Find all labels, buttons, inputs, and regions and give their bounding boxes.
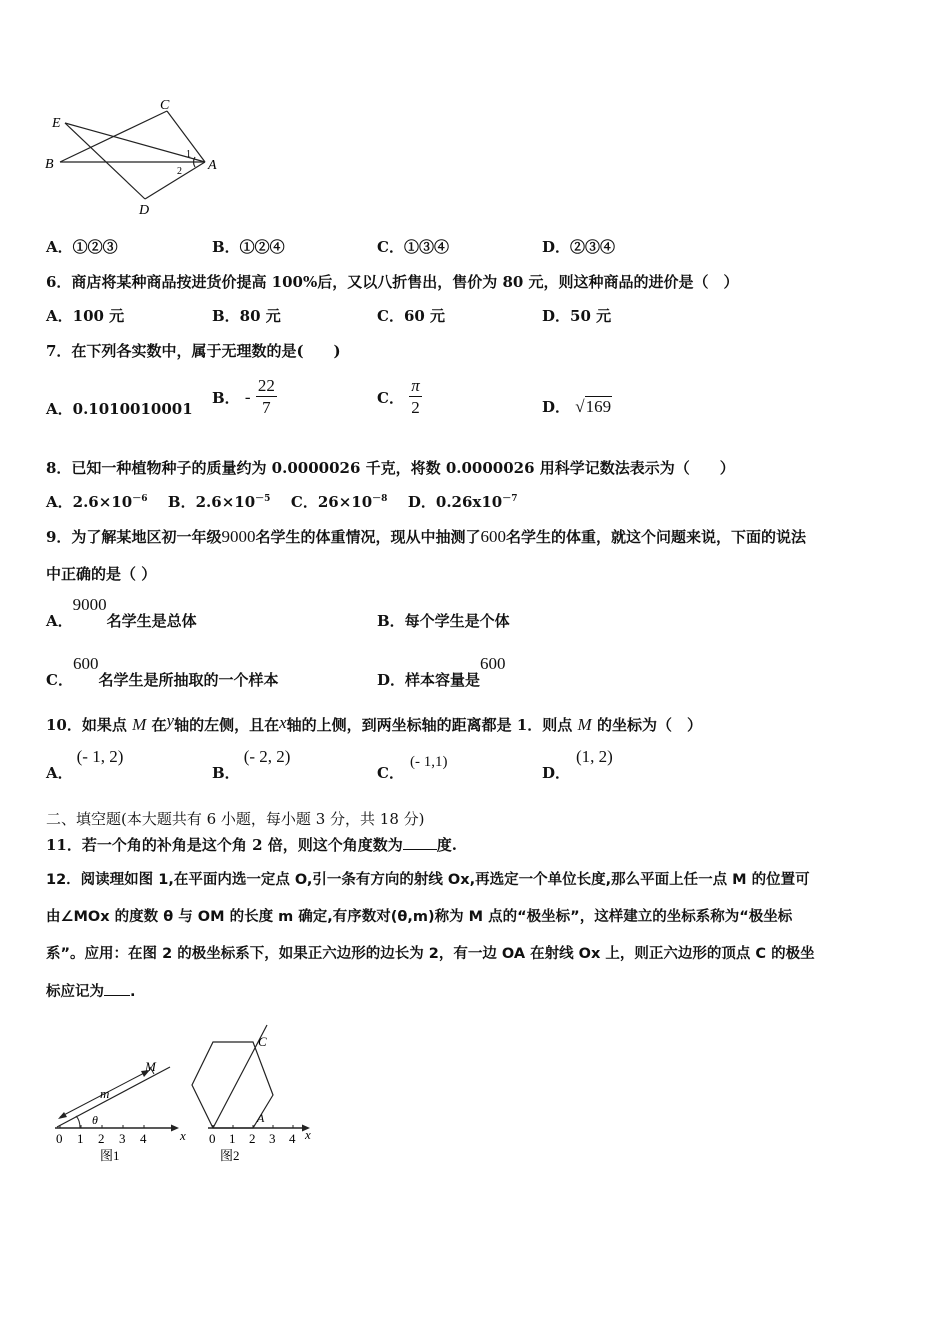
q10-text-part4: 轴的上侧，到两坐标轴的距离都是 1．则点 <box>286 716 573 734</box>
q12-answer-blank[interactable] <box>104 981 130 996</box>
fig2-label-A: A <box>257 1111 265 1125</box>
q10-option-a-label: A． <box>46 764 73 782</box>
q5-geometry-figure <box>40 95 230 220</box>
q12-text-line4 <box>46 980 136 1001</box>
q6-option-d[interactable]: D．50 元 <box>542 307 612 325</box>
q5-option-d[interactable]: D．②③④ <box>542 238 616 256</box>
fig1-axis-arrow <box>171 1125 179 1132</box>
q7-option-b-label: B． <box>212 389 240 407</box>
q10-text-part1: 10．如果点 <box>46 716 127 734</box>
q7-option-a[interactable]: A．0.1010010001 <box>46 400 193 418</box>
q8-option-d-exp: －7 <box>502 494 518 504</box>
q9-option-d-label: D．样本容量是 <box>377 671 481 689</box>
q10-axis-y: y <box>166 711 175 730</box>
label-D: D <box>139 203 150 218</box>
q6-option-b[interactable]: B．80 元 <box>212 307 281 325</box>
q9-option-a-label: A． <box>46 612 73 630</box>
fig2-label-4: 4 <box>289 1131 296 1146</box>
q6-option-a[interactable]: A．100 元 <box>46 307 125 325</box>
q10-text <box>46 711 702 735</box>
q7-option-b-sign: - <box>244 387 251 407</box>
q8-option-a-base: A．2.6×10 <box>46 493 133 511</box>
fig1-label-4: 4 <box>140 1131 147 1146</box>
fig2-label-1: 1 <box>229 1131 236 1146</box>
q10-text-part2: 在 <box>151 716 167 734</box>
q11-text <box>46 834 457 855</box>
label-angle-2: 2 <box>177 166 182 177</box>
fig2-label-C: C <box>258 1034 267 1049</box>
q10-option-c-value: (- 1,1) <box>409 754 448 770</box>
fig1-label-M: M <box>145 1059 156 1074</box>
q10-axis-x: x <box>279 713 287 732</box>
fig1-label-0: 0 <box>56 1131 63 1146</box>
q9-option-c-number: 600 <box>72 654 99 673</box>
q7-option-d[interactable] <box>542 396 612 417</box>
q9-text-line2: 中正确的是（ ） <box>46 565 157 583</box>
fig2-label-0: 0 <box>209 1131 216 1146</box>
q7-option-d-radicand: 169 <box>585 397 612 416</box>
q8-option-a[interactable] <box>46 493 147 511</box>
q9-option-d[interactable] <box>377 654 506 689</box>
q7-option-c-denominator: 2 <box>411 398 420 417</box>
label-E: E <box>52 116 61 131</box>
q9-option-a-text: 名学生是总体 <box>106 612 197 630</box>
q10-option-c[interactable] <box>377 748 448 782</box>
label-B: B <box>45 157 54 172</box>
segment-dA <box>145 162 205 199</box>
q6-option-c[interactable]: C．60 元 <box>377 307 446 325</box>
q12-text-part1: 标应记为 <box>46 984 104 1000</box>
fig2-label-x: x <box>305 1127 311 1142</box>
q9-number-9000: 9000 <box>221 527 256 546</box>
q10-point-m: M <box>132 715 147 734</box>
q7-option-c-label: C． <box>377 389 404 407</box>
figure-2 <box>192 1025 311 1163</box>
q9-option-c-text: 名学生是所抽取的一个样本 <box>98 671 279 689</box>
q10-option-b-value: (- 2, 2) <box>243 747 291 766</box>
q8-option-b[interactable] <box>168 493 270 511</box>
q10-option-d-label: D． <box>542 764 571 782</box>
label-angle-1: 1 <box>186 149 191 160</box>
q8-option-b-base: B．2.6×10 <box>167 493 256 511</box>
q8-option-d[interactable] <box>408 493 518 511</box>
q7-option-d-sqrt <box>575 396 612 416</box>
q10-option-d-value: (1, 2) <box>576 747 613 766</box>
q10-option-b[interactable] <box>212 747 291 782</box>
q7-option-b-fraction <box>256 376 277 419</box>
q9-text-part2: 名学生的体重情况，现从中抽测了 <box>255 528 481 546</box>
q7-option-c-fraction <box>409 376 422 419</box>
section-title-fill-in: 二、填空题(本大题共有 6 小题，每小题 3 分，共 18 分) <box>46 810 425 828</box>
q9-option-c[interactable] <box>46 654 279 689</box>
q10-text-part5: 的坐标为（ ） <box>596 716 702 734</box>
q12-text-end: . <box>130 984 136 1000</box>
q8-option-c-exp: －8 <box>372 494 388 504</box>
fig1-theta-arc <box>76 1116 80 1128</box>
q10-option-d[interactable] <box>542 747 613 782</box>
fig1-caption: 图1 <box>100 1148 120 1163</box>
q7-option-b-numerator: 22 <box>257 376 275 395</box>
label-A: A <box>208 158 217 173</box>
fig1-label-m: m <box>100 1086 110 1101</box>
q8-text: 8．已知一种植物种子的质量约为 0.0000026 千克，将数 0.0000026 用科学记数法表示为（ ） <box>46 459 735 477</box>
q9-text-part1: 9．为了解某地区初一年级 <box>46 528 222 546</box>
fig2-label-2: 2 <box>249 1131 256 1146</box>
q5-option-c[interactable]: C．①③④ <box>377 238 449 256</box>
q5-option-b[interactable]: B．①②④ <box>212 238 285 256</box>
q9-option-a-number: 9000 <box>72 595 107 614</box>
fig1-label-3: 3 <box>119 1131 126 1146</box>
fig2-caption: 图2 <box>220 1148 240 1163</box>
fig2-label-3: 3 <box>269 1131 276 1146</box>
q8-options <box>46 491 518 512</box>
q9-option-d-number: 600 <box>480 654 506 673</box>
q10-option-c-label: C． <box>377 764 404 782</box>
q9-option-a[interactable] <box>46 595 197 630</box>
q10-text-part3: 轴的左侧，且在 <box>174 716 280 734</box>
q7-option-b[interactable] <box>212 376 277 419</box>
q11-answer-blank[interactable] <box>403 835 437 850</box>
q11-text-part1: 11．若一个角的补角是这个角 2 倍，则这个角度数为 <box>46 836 403 854</box>
q7-option-c[interactable] <box>377 376 422 419</box>
q9-option-c-label: C． <box>46 671 73 689</box>
label-C: C <box>160 98 170 113</box>
fig1-ray-om <box>57 1067 170 1127</box>
sqrt-symbol: √ <box>575 397 585 416</box>
figure-1 <box>55 1059 186 1163</box>
fig1-arrow-o <box>58 1112 67 1119</box>
q11-text-part2: 度. <box>436 836 457 854</box>
q8-option-d-base: D．0.26x10 <box>407 493 503 511</box>
fig1-label-1: 1 <box>77 1131 84 1146</box>
q12-figures <box>40 1015 340 1175</box>
q10-point-m-2: M <box>577 715 592 734</box>
q10-option-a-value: (- 1, 2) <box>76 747 124 766</box>
q10-option-b-label: B． <box>212 764 240 782</box>
q8-option-b-exp: －5 <box>255 494 271 504</box>
fig1-label-2: 2 <box>98 1131 105 1146</box>
q7-text: 7．在下列各实数中，属于无理数的是( ) <box>46 342 341 360</box>
q12-text-line2: 由∠MOx 的度数 θ 与 OM 的长度 m 确定,有序数对(θ,m)称为 M 点的“极坐标”，这样建立的坐标系称为“极坐标 <box>46 909 793 925</box>
q6-text: 6．商店将某种商品按进货价提高 100%后，又以八折售出，售价为 80 元，则这种商品的进价是（ ） <box>46 273 739 291</box>
q7-option-d-label: D． <box>542 398 571 416</box>
q7-option-b-denominator: 7 <box>262 398 271 417</box>
q8-option-c-base: C．26×10 <box>290 493 373 511</box>
q5-option-a[interactable]: A．①②③ <box>46 238 118 256</box>
q8-option-a-exp: －6 <box>132 494 148 504</box>
q9-option-b[interactable]: B．每个学生是个体 <box>377 612 510 630</box>
q12-text-line3: 系”。应用：在图 2 的极坐标系下，如果正六边形的边长为 2，有一边 OA 在射线 Ox 上，则正六边形的顶点 C 的极坐 <box>46 946 815 962</box>
fig1-label-theta: θ <box>92 1113 98 1127</box>
q10-option-a[interactable] <box>46 747 124 782</box>
q8-option-c[interactable] <box>291 493 388 511</box>
segment-bC <box>60 111 167 162</box>
fig1-label-x: x <box>180 1128 186 1143</box>
q12-text-line1: 12．阅读理如图 1,在平面内选一定点 O,引一条有方向的射线 Ox,再选定一个单位长度,那么平面上任一点 M 的位置可 <box>46 872 810 888</box>
q9-text-line1 <box>46 526 806 547</box>
q9-number-600: 600 <box>480 527 506 546</box>
q7-option-c-numerator: π <box>411 376 420 395</box>
q9-text-part3: 名学生的体重，就这个问题来说，下面的说法 <box>505 528 806 546</box>
